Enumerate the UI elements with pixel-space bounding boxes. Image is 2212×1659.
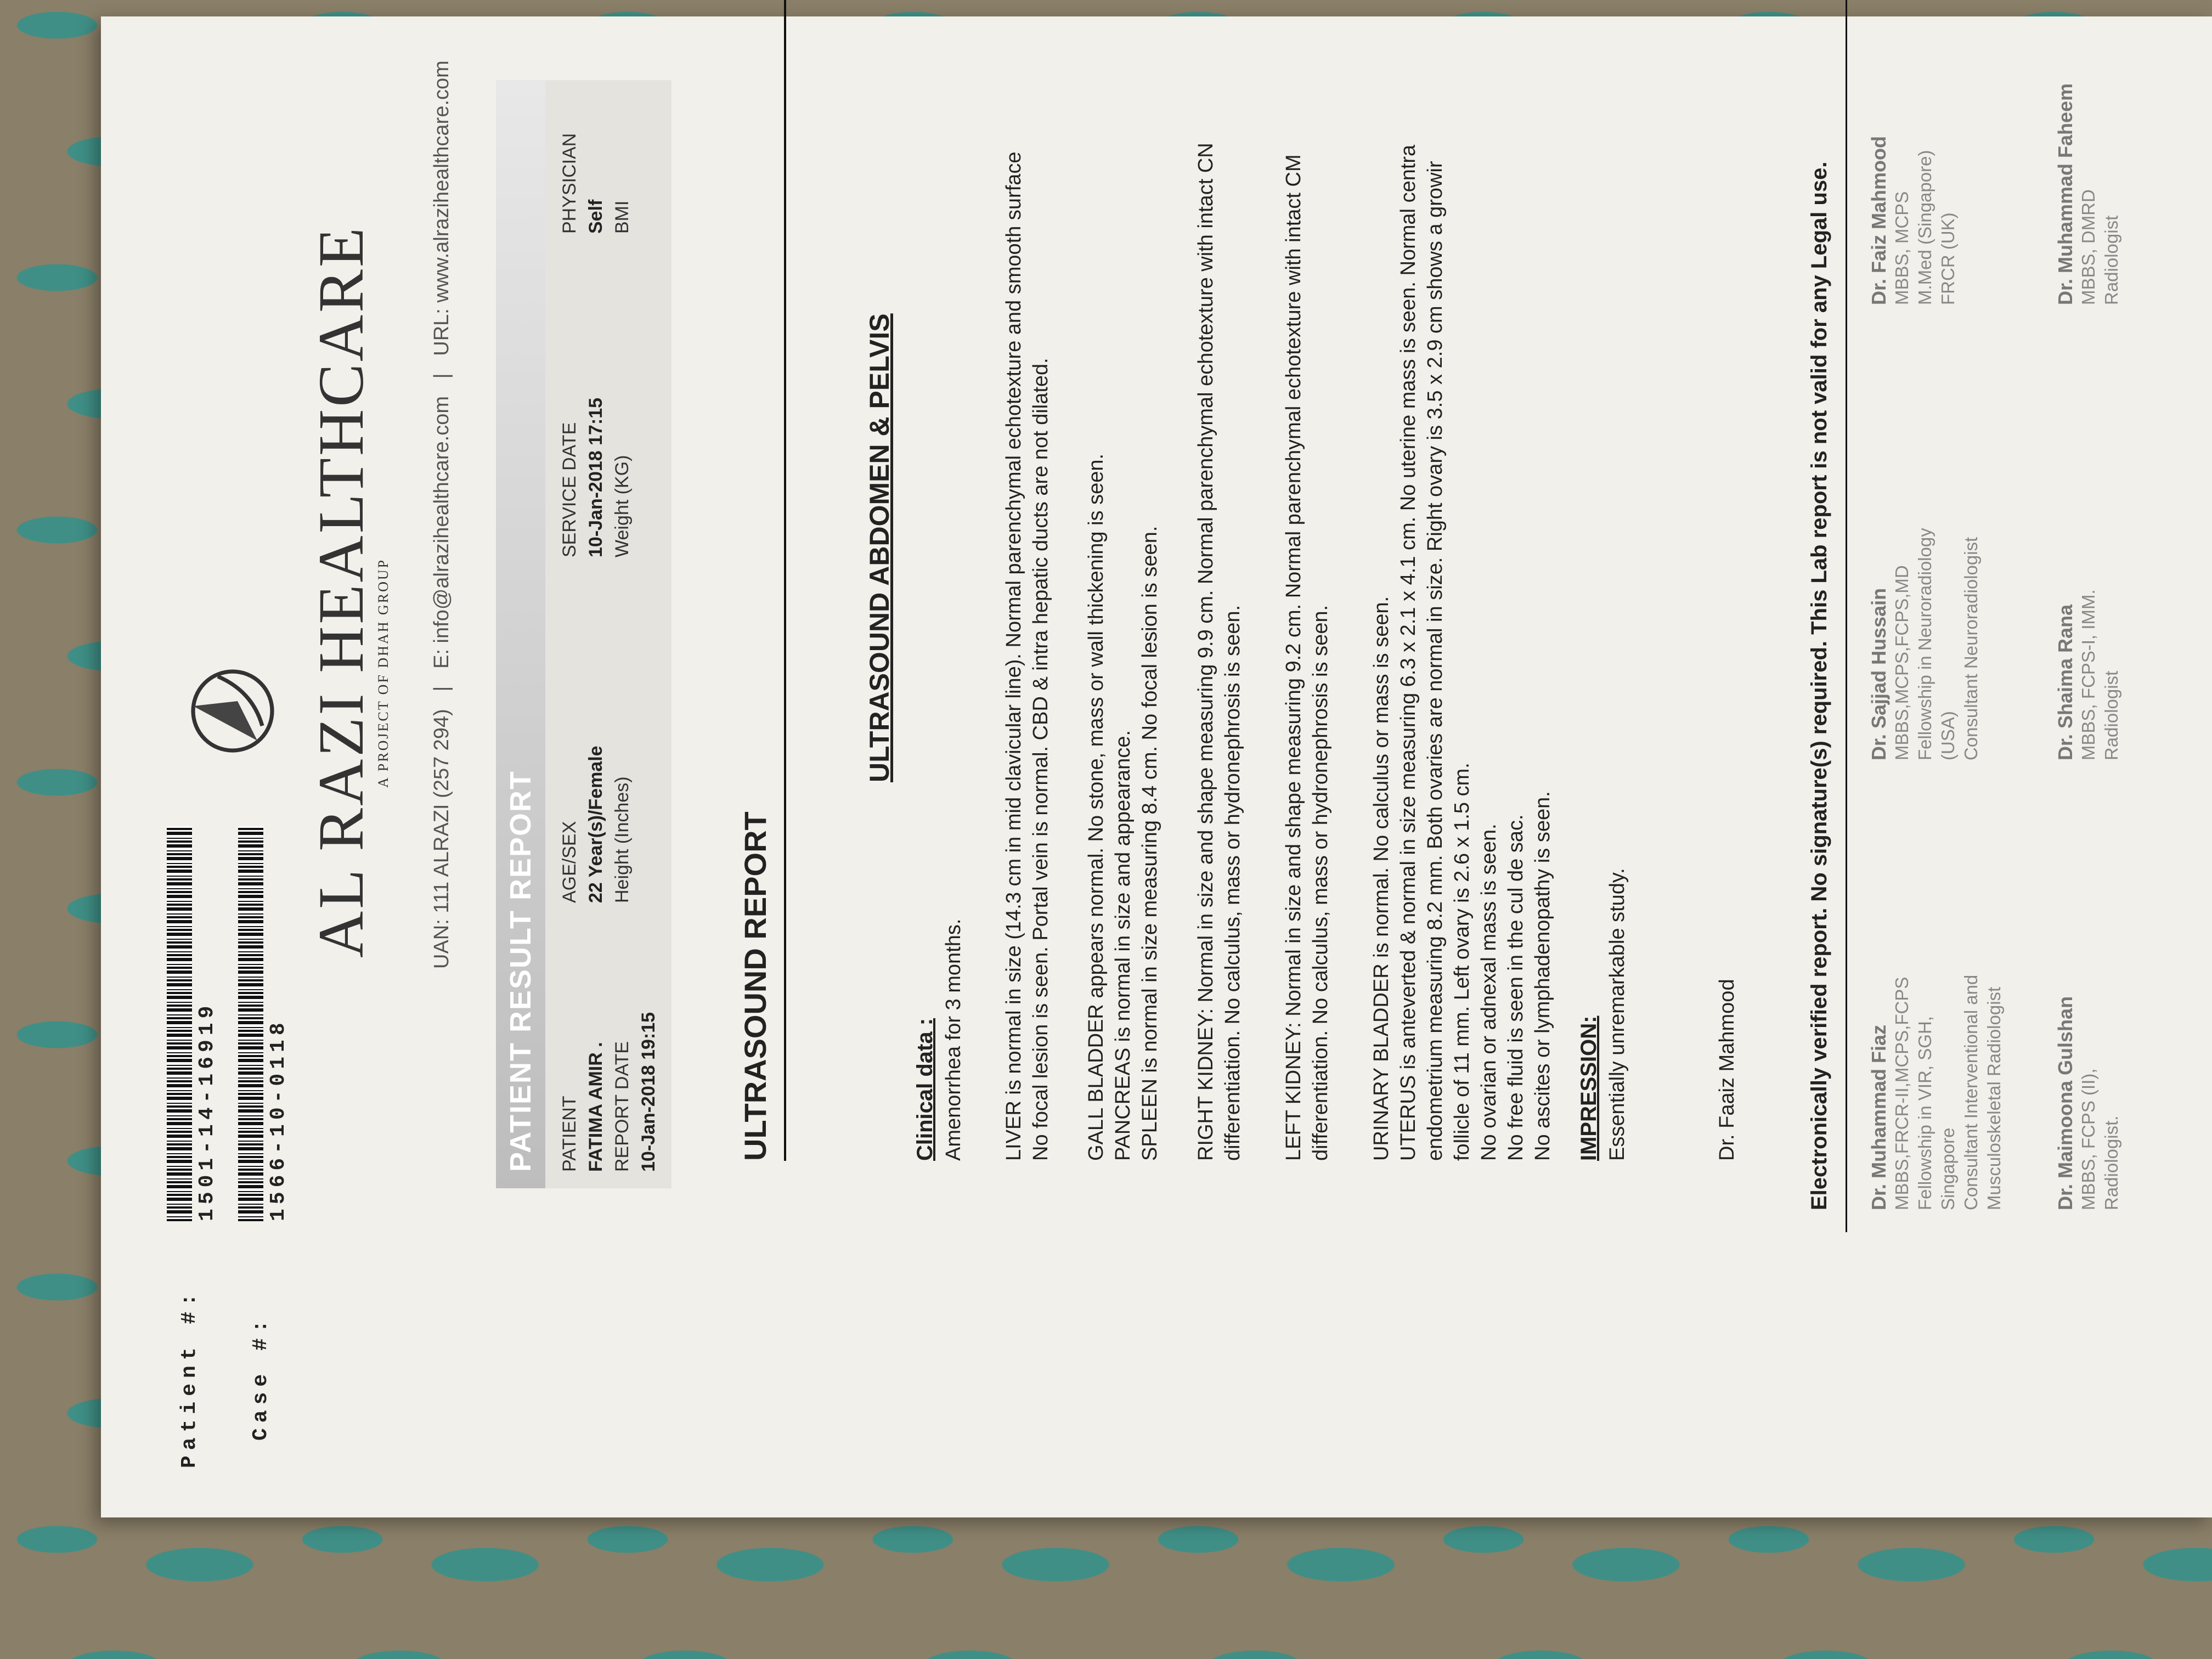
barcode-image: [238, 826, 263, 1221]
title-rule: [784, 0, 786, 1161]
doctor-credentials: MBBS, DMRD Radiologist: [2078, 189, 2121, 305]
bmi-label: BMI: [612, 200, 633, 234]
doctor-name: Dr. Muhammad Fiaz: [1867, 1024, 1890, 1210]
footer-rule: [1846, 0, 1847, 1232]
clinical-text: Amenorrhea for 3 months.: [942, 918, 965, 1161]
gallbladder-finding: GALL BLADDER appears normal. No stone, mass or wall thickening is seen. PANCREAS is normal in size and appearance. SPLEEN is normal in size measuring 8.4 cm. No focal lesion is seen.: [1085, 453, 1161, 1161]
doctor-name: Dr. Faiz Mahmood: [1867, 136, 1890, 305]
physician: Self: [585, 199, 606, 234]
separator: |: [430, 373, 453, 379]
service-date: 10-Jan-2018 17:15: [585, 397, 606, 557]
patient-info-box: [496, 80, 672, 1188]
patient-number: 1501-14-16919: [195, 1001, 219, 1221]
case-number: 1566-10-0118: [267, 1018, 290, 1221]
doctor-credentials: MBBS, FCPS-I, IMM. Radiologist: [2078, 589, 2121, 760]
weight-label: Weight (KG): [612, 455, 633, 557]
service-col: [556, 398, 635, 557]
report-content: [101, 16, 2212, 1517]
height-label: Height (Inches): [612, 776, 633, 903]
case-barcode: [238, 826, 290, 1221]
separator: |: [430, 686, 453, 692]
physician-col: [556, 133, 635, 234]
patient-number-label: Patient #:: [178, 1288, 201, 1468]
doctor-name: Dr. Sajjad Hussain: [1867, 588, 1890, 760]
doctor-card: [1867, 376, 1983, 760]
doctor-card: [2054, 0, 2123, 305]
contact-line: [430, 60, 454, 969]
url-text: URL: www.alrazihealthcare.com: [430, 60, 453, 356]
logo-mark: [183, 662, 285, 760]
doctor-name: Dr. Shaima Rana: [2054, 604, 2076, 760]
left-title: ULTRASOUND REPORT: [738, 811, 772, 1161]
age-col: [556, 746, 635, 903]
doctor-credentials: MBBS,MCPS,FCPS,MD Fellowship in Neuroradiology (USA) Consultant Neuroradiologist: [1892, 528, 1981, 760]
patient-col: [556, 1012, 662, 1172]
impression-heading: IMPRESSION:: [1577, 1015, 1601, 1161]
left-kidney-finding: LEFT KIDNEY: Normal in size and shape measuring 9.2 cm. Normal parenchymal echotexture with intact CM differentiation. No calculus, mass or hydronephrosis is seen.: [1282, 154, 1332, 1161]
impression-text: Essentially unremarkable study.: [1606, 868, 1629, 1161]
service-date-label: SERVICE DATE: [559, 422, 580, 557]
right-kidney-finding: RIGHT KIDNEY: Normal in size and shape measuring 9.9 cm. Normal parenchymal echotexture with intact CN differentiation. No calculus, mass or hydronephrosis is seen.: [1194, 143, 1244, 1161]
age-sex-label: AGE/SEX: [559, 821, 580, 903]
logo-tagline: A PROJECT OF DHAH GROUP: [375, 558, 391, 788]
doctor-name: Dr. Maimoona Gulshan: [2054, 996, 2076, 1210]
report-date-label: REPORT DATE: [612, 1041, 633, 1172]
patient-barcode: [167, 826, 219, 1221]
patient-label: PATIENT: [559, 1096, 580, 1172]
doctor-card: [2054, 376, 2123, 760]
doctor-credentials: MBBS,FRCR-II,MCPS,FCPS Fellowship in VIR, SGH, Singapore Consultant Interventional and Musculoskeletal Radiologist: [1892, 974, 2004, 1210]
verified-note: Electronically verified report. No signature(s) required. This Lab report is not valid for any Legal use.: [1807, 161, 1831, 1210]
liver-finding: LIVER is normal in size (14.3 cm in mid clavicular line). Normal parenchymal echotexture and smooth surface No focal lesion is seen. Portal vein is normal. CBD & intra hepatic ducts are not dilated.: [1002, 151, 1052, 1161]
case-number-label: Case #:: [249, 1314, 273, 1441]
doctor-credentials: MBBS, FCPS (II), Radiologist.: [2078, 1068, 2121, 1210]
uan-text: UAN: 111 ALRAZI (257 294): [430, 709, 453, 969]
report-page: [101, 16, 2212, 1517]
report-header-bar: PATIENT RESULT REPORT: [496, 80, 545, 1188]
logo-name: AL RAZI HEALTHCARE: [305, 225, 377, 958]
signed-by: Dr. Faaiz Mahmood: [1716, 979, 1739, 1161]
pelvis-findings: URINARY BLADDER is normal. No calculus or mass is seen. UTERUS is anteverted & normal in size measuring 6.3 x 2.1 x 4.1 cm. No uterine mass is seen. Normal centra endometrium measuring 8.2 mm. Both ovaries are normal in size. Right ovary is 3.5 x 2.9 cm shows a growir follicle of 11 mm. Left ovary is 2.6 x 1.5 cm. No ovarian or adnexal mass is seen. No free fluid is seen in the cul de sac. No ascites or lymphadenopathy is seen.: [1370, 144, 1554, 1161]
doctor-credentials: MBBS, MCPS M.Med (Singapore) FRCR (UK): [1892, 150, 1958, 305]
patient-name: FATIMA AMIR .: [585, 1042, 606, 1172]
doctor-card: [1867, 826, 2006, 1210]
barcode-image: [167, 826, 192, 1221]
doctor-card: [2054, 826, 2123, 1210]
clinical-heading: Clinical data :: [913, 1018, 937, 1161]
age-sex: 22 Year(s)/Female: [585, 746, 606, 903]
main-title: ULTRASOUND ABDOMEN & PELVIS: [864, 313, 895, 782]
doctor-card: [1867, 0, 1960, 305]
physician-label: PHYSICIAN: [559, 133, 580, 234]
report-date: 10-Jan-2018 19:15: [638, 1012, 659, 1172]
email-text: E: info@alrazihealthcare.com: [430, 396, 453, 669]
doctor-name: Dr. Muhammad Faheem: [2054, 83, 2076, 305]
